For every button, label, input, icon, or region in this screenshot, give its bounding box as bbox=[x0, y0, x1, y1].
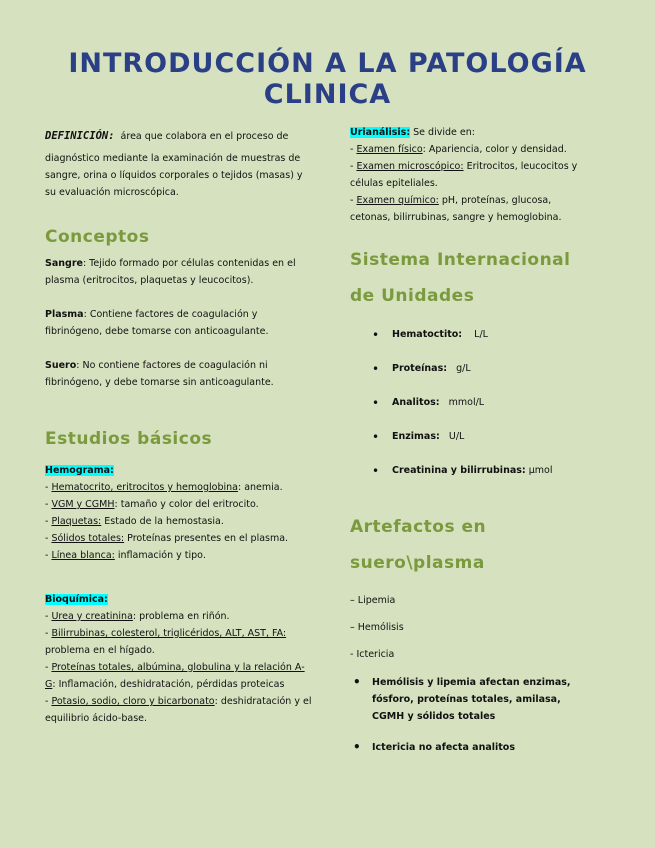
concept-term: Suero bbox=[45, 360, 77, 371]
item-term: Potasio, sodio, cloro y bicarbonato bbox=[51, 696, 215, 707]
item-text: : anemia. bbox=[237, 482, 283, 493]
urianalisis-list bbox=[350, 141, 590, 226]
concept-sangre bbox=[45, 255, 315, 289]
item-term: Línea blanca: bbox=[51, 550, 115, 561]
unit-name: Proteínas: bbox=[392, 363, 448, 374]
list-item bbox=[350, 420, 590, 454]
list-item: - Examen físico: Apariencia, color y densidad. bbox=[350, 144, 567, 155]
concept-suero bbox=[45, 357, 315, 391]
item-term: Examen químico: bbox=[356, 195, 439, 206]
list-item: – Lipemia bbox=[350, 595, 396, 606]
bioquimica-list bbox=[45, 608, 315, 727]
list-item: - Urea y creatinina: problema en riñón. bbox=[45, 611, 230, 622]
item-text: : tamaño y color del eritrocito. bbox=[114, 499, 259, 510]
bioquimica-label: Bioquímica: bbox=[45, 594, 108, 605]
concept-text: : No contiene factores de coagulación ni fibrinógeno, y debe tomarse sin anticoagulante. bbox=[45, 360, 274, 388]
definition bbox=[45, 128, 315, 145]
item-text: Estado de la hemostasia. bbox=[101, 516, 224, 527]
list-item: - Examen microscópico: Eritrocitos, leucocitos y células epiteliales. bbox=[350, 161, 578, 189]
urianalisis-intro-text: Se divide en: bbox=[410, 127, 475, 138]
list-item: - Bilirrubinas, colesterol, triglicéridos, ALT, AST, FA: problema en el hígado. bbox=[45, 628, 287, 656]
list-item: - Sólidos totales: Proteínas presentes en el plasma. bbox=[45, 533, 289, 544]
bioquimica-label-row bbox=[45, 591, 315, 608]
artefactos-heading-line1: Artefactos en bbox=[350, 517, 487, 537]
urianalisis-intro bbox=[350, 124, 590, 141]
estudios-heading: Estudios básicos bbox=[45, 429, 213, 449]
item-term: Plaquetas: bbox=[51, 516, 102, 527]
list-item: - Línea blanca: inflamación y tipo. bbox=[45, 550, 206, 561]
hemograma-label-row bbox=[45, 462, 315, 479]
item-text: : Apariencia, color y densidad. bbox=[422, 144, 567, 155]
item-term: Urea y creatinina bbox=[51, 611, 133, 622]
left-column bbox=[45, 128, 315, 727]
item-term: Sólidos totales: bbox=[51, 533, 125, 544]
item-term: Hematocrito, eritrocitos y hemoglobina bbox=[51, 482, 238, 493]
list-item: • Ictericia no afecta analitos bbox=[350, 739, 590, 756]
concept-text: : Tejido formado por células contenidas en el plasma (eritrocitos, plaquetas y leucocitos). bbox=[45, 258, 296, 286]
list-item: - Examen químico: pH, proteínas, glucosa, cetonas, bilirrubinas, sangre y hemoglobina. bbox=[350, 195, 562, 223]
item-text: inflamación y tipo. bbox=[114, 550, 206, 561]
concept-plasma bbox=[45, 306, 315, 340]
unit-name: Creatinina y bilirrubinas: bbox=[392, 465, 526, 476]
definition-label: DEFINICIÓN: bbox=[45, 130, 115, 142]
definition-text: diagnóstico mediante la examinación de muestras de sangre, orina o líquidos corporales o tejidos (masas) y su evaluación microscópica. bbox=[45, 153, 303, 198]
conceptos-heading: Conceptos bbox=[45, 227, 150, 247]
artefactos-heading-line2: suero\plasma bbox=[350, 553, 485, 573]
item-text: : problema en riñón. bbox=[132, 611, 230, 622]
hemograma-label: Hemograma: bbox=[45, 465, 114, 476]
item-term: Examen físico bbox=[356, 144, 423, 155]
si-heading-line1: Sistema Internacional bbox=[350, 250, 571, 270]
si-heading-line2: de Unidades bbox=[350, 286, 475, 306]
list-item bbox=[350, 386, 590, 420]
concept-term: Plasma bbox=[45, 309, 84, 320]
definition-text-first: área que colabora en el proceso de bbox=[120, 131, 289, 142]
item-term: VGM y CGMH bbox=[51, 499, 115, 510]
unit-value: mmol/L bbox=[448, 397, 485, 408]
unit-value: L/L bbox=[474, 329, 488, 340]
item-text: : Inflamación, deshidratación, pérdidas proteicas bbox=[52, 679, 285, 690]
unit-name: Hematoctito: bbox=[392, 329, 463, 340]
item-text: Proteínas presentes en el plasma. bbox=[124, 533, 289, 544]
unit-value: U/L bbox=[448, 431, 465, 442]
item-term: Bilirrubinas, colesterol, triglicéridos, ALT, AST, FA: bbox=[51, 628, 287, 639]
item-text: problema en el hígado. bbox=[45, 645, 155, 656]
concept-term: Sangre bbox=[45, 258, 83, 269]
list-item bbox=[350, 454, 590, 488]
item-text: : deshidratación y el equilibrio ácido-base. bbox=[45, 696, 312, 724]
list-item: – Hemólisis bbox=[350, 622, 404, 633]
si-list bbox=[350, 318, 590, 488]
list-item bbox=[350, 318, 590, 352]
page-title: INTRODUCCIÓN A LA PATOLOGÍA CLINICA bbox=[68, 48, 587, 110]
unit-name: Analitos: bbox=[392, 397, 440, 408]
unit-value: µmol bbox=[528, 465, 553, 476]
list-item: - Potasio, sodio, cloro y bicarbonato: deshidratación y el equilibrio ácido-base. bbox=[45, 696, 312, 724]
list-item: - Plaquetas: Estado de la hemostasia. bbox=[45, 516, 224, 527]
unit-name: Enzimas: bbox=[392, 431, 440, 442]
hemograma-list bbox=[45, 479, 315, 564]
concept-text: : Contiene factores de coagulación y fibrinógeno, debe tomarse con anticoagulante. bbox=[45, 309, 269, 337]
artefactos-bullets bbox=[350, 674, 590, 756]
list-item: - VGM y CGMH: tamaño y color del eritrocito. bbox=[45, 499, 259, 510]
list-item: - Hematocrito, eritrocitos y hemoglobina: anemia. bbox=[45, 482, 283, 493]
item-text: Eritrocitos, leucocitos y células epiteliales. bbox=[350, 161, 578, 189]
item-text: pH, proteínas, glucosa, cetonas, bilirrubinas, sangre y hemoglobina. bbox=[350, 195, 562, 223]
list-item bbox=[350, 352, 590, 386]
list-item: - Proteínas totales, albúmina, globulina y la relación A-G: Inflamación, deshidratación, pérdidas proteicas bbox=[45, 662, 305, 690]
list-item: • Hemólisis y lipemia afectan enzimas, fósforo, proteínas totales, amilasa, CGMH y sólidos totales bbox=[350, 674, 590, 725]
urianalisis-label: Urianálisis: bbox=[350, 127, 411, 138]
unit-value: g/L bbox=[456, 363, 471, 374]
artefactos-list bbox=[350, 587, 590, 668]
item-term: Proteínas totales, albúmina, globulina y la relación A-G bbox=[45, 662, 305, 690]
list-item: - Ictericia bbox=[350, 649, 395, 660]
right-column bbox=[350, 124, 590, 756]
item-term: Examen microscópico: bbox=[356, 161, 464, 172]
